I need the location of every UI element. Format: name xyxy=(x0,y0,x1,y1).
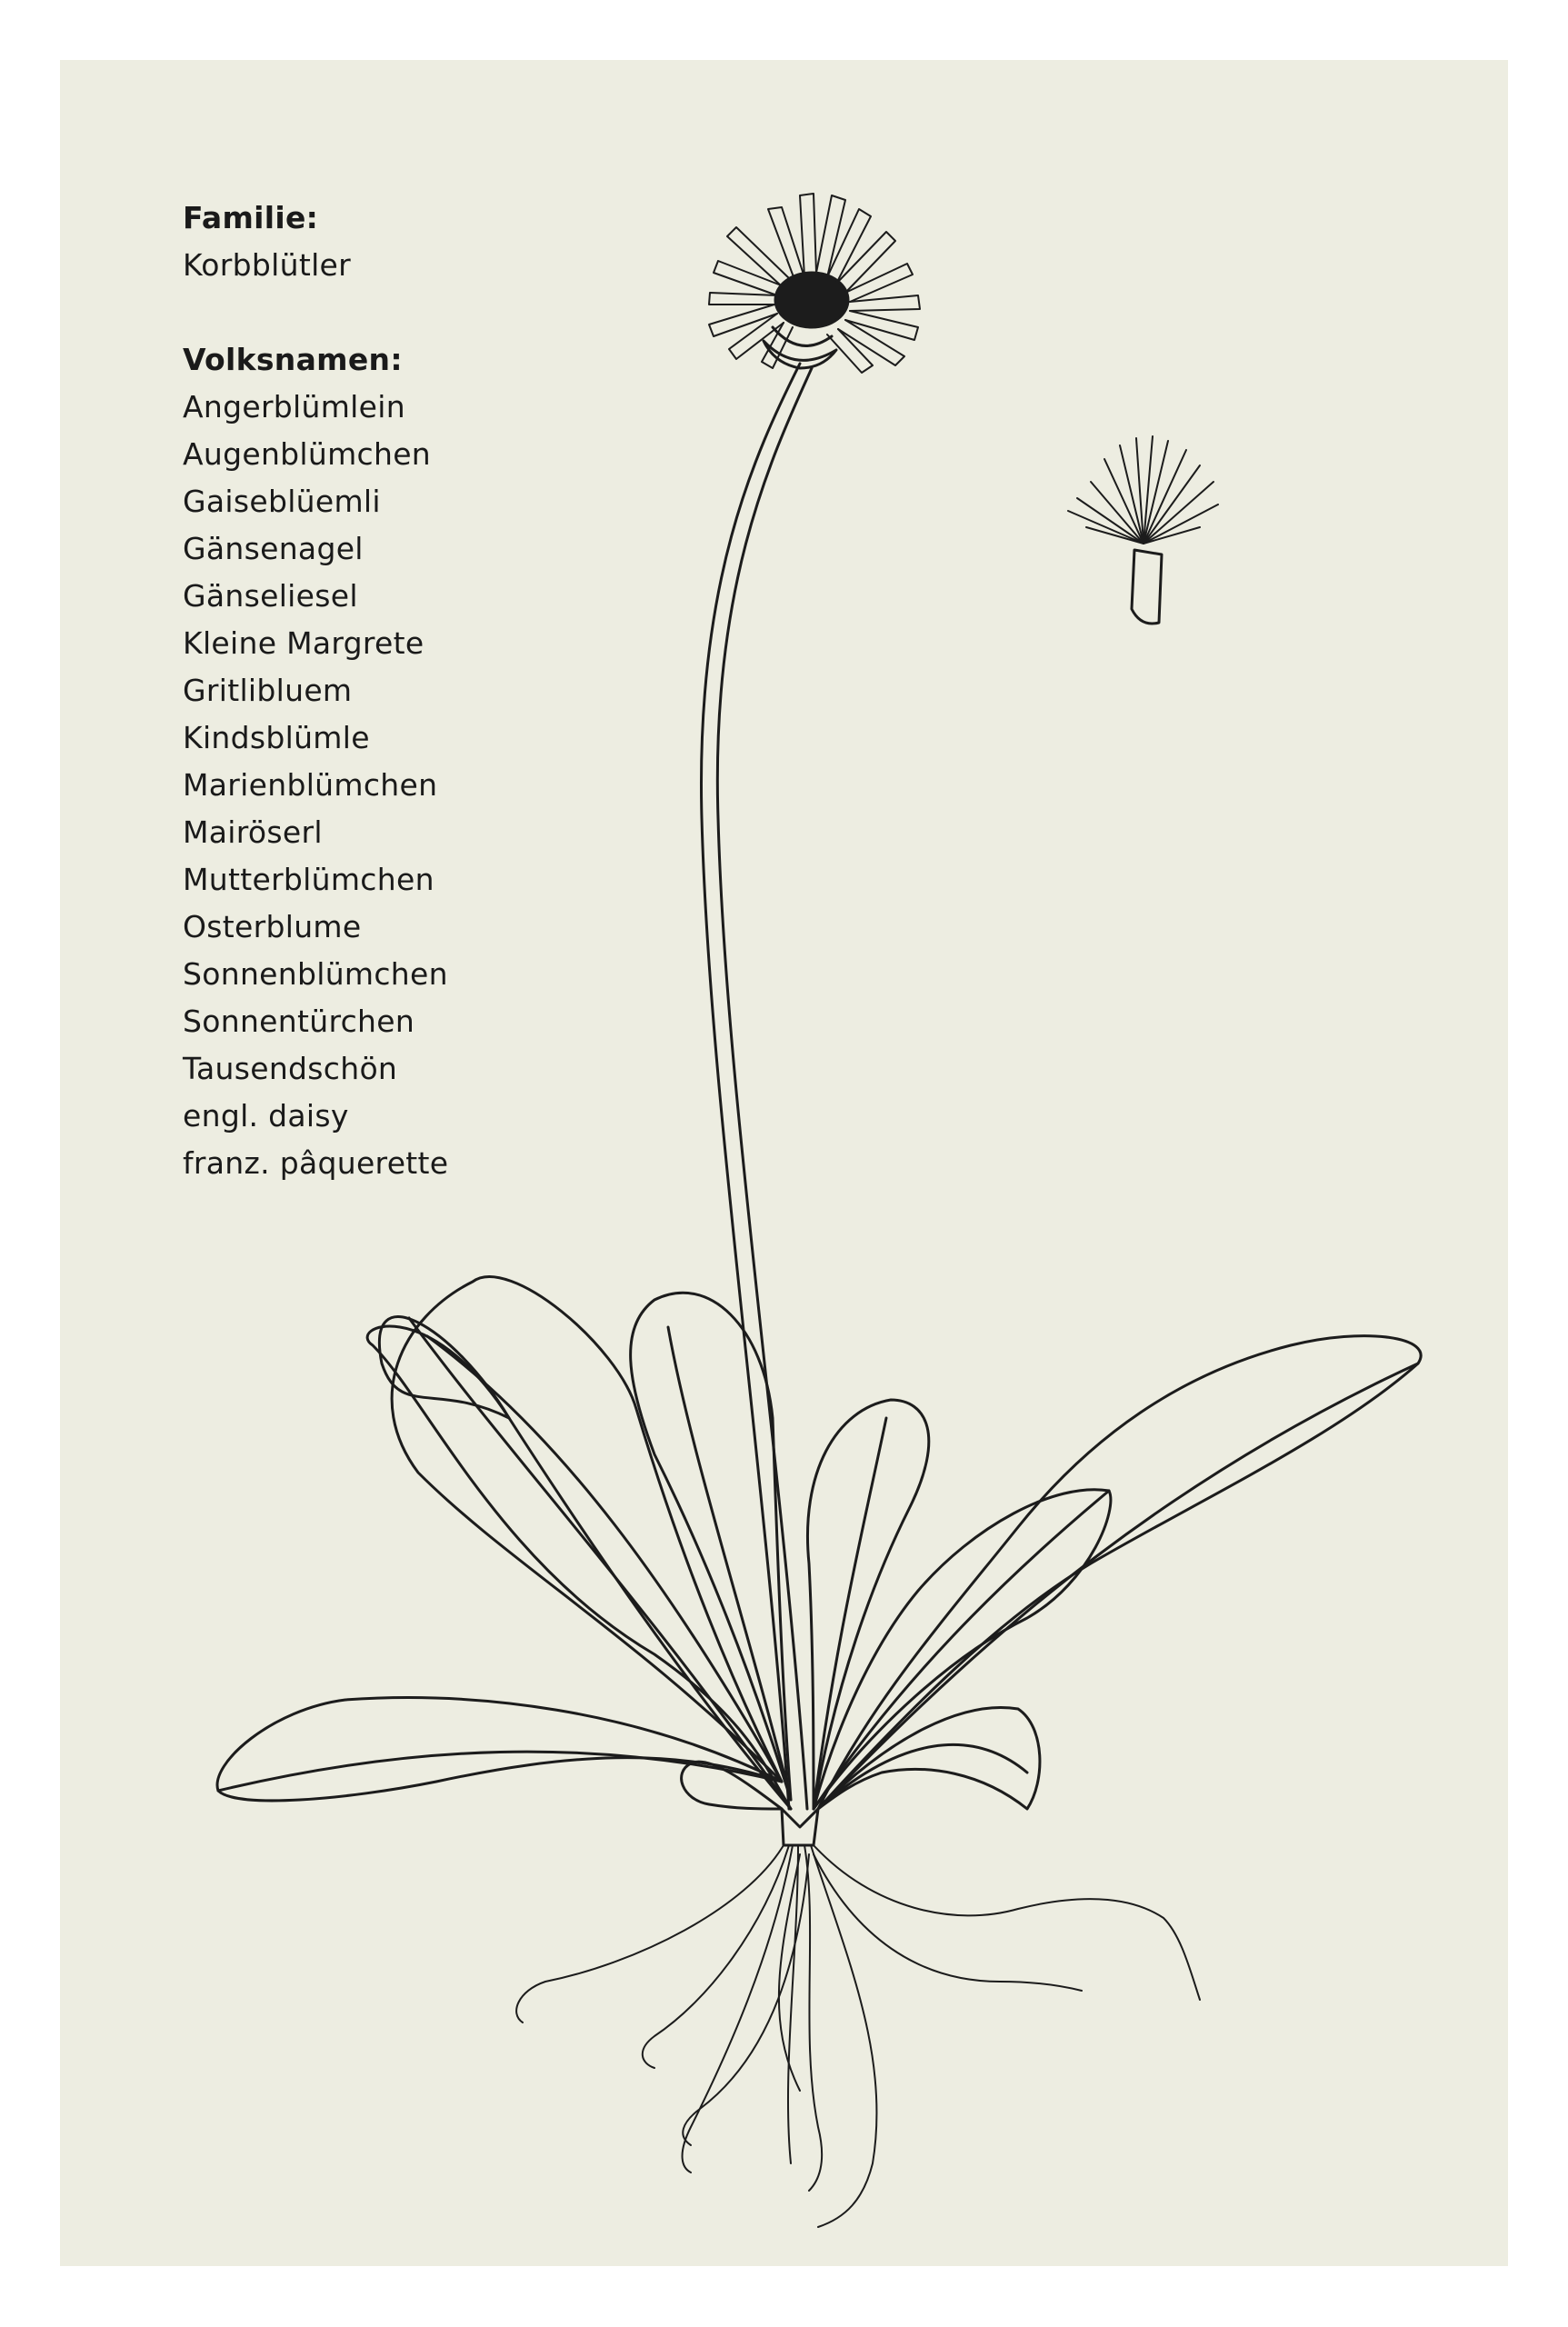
folk-name-item: Sonnentürchen xyxy=(183,1004,415,1039)
folk-name-item: Augenblümchen xyxy=(183,436,432,472)
roots xyxy=(516,1845,1200,2227)
folk-name-item: Osterblume xyxy=(183,909,362,944)
folk-name-item: Gaiseblüemli xyxy=(183,484,381,519)
folk-name-item: Marienblümchen xyxy=(183,767,438,803)
folk-name-item: Mutterblümchen xyxy=(183,862,434,897)
folk-name-item: Gänsenagel xyxy=(183,531,364,566)
folk-names-label: Volksnamen: xyxy=(183,342,403,377)
root-crown xyxy=(782,1809,818,1845)
leaves xyxy=(217,1277,1421,1809)
family-value: Korbblütler xyxy=(183,247,352,283)
stem xyxy=(717,368,812,1809)
folk-name-item: Tausendschön xyxy=(183,1051,398,1086)
seed-with-pappus-illustration xyxy=(1068,436,1218,624)
folk-name-item: Kindsblümle xyxy=(183,720,370,755)
flower-head xyxy=(709,194,920,373)
folk-name-item: franz. pâquerette xyxy=(183,1145,449,1181)
folk-name-item: Gänseliesel xyxy=(183,578,358,614)
folk-name-item: Angerblümlein xyxy=(183,389,405,424)
family-label: Familie: xyxy=(183,200,319,235)
folk-name-item: Gritlibluem xyxy=(183,673,353,708)
folk-name-item: Mairöserl xyxy=(183,814,323,850)
folk-name-item: Kleine Margrete xyxy=(183,625,424,661)
folk-name-item: Sonnenblümchen xyxy=(183,956,448,992)
folk-name-item: engl. daisy xyxy=(183,1098,349,1134)
